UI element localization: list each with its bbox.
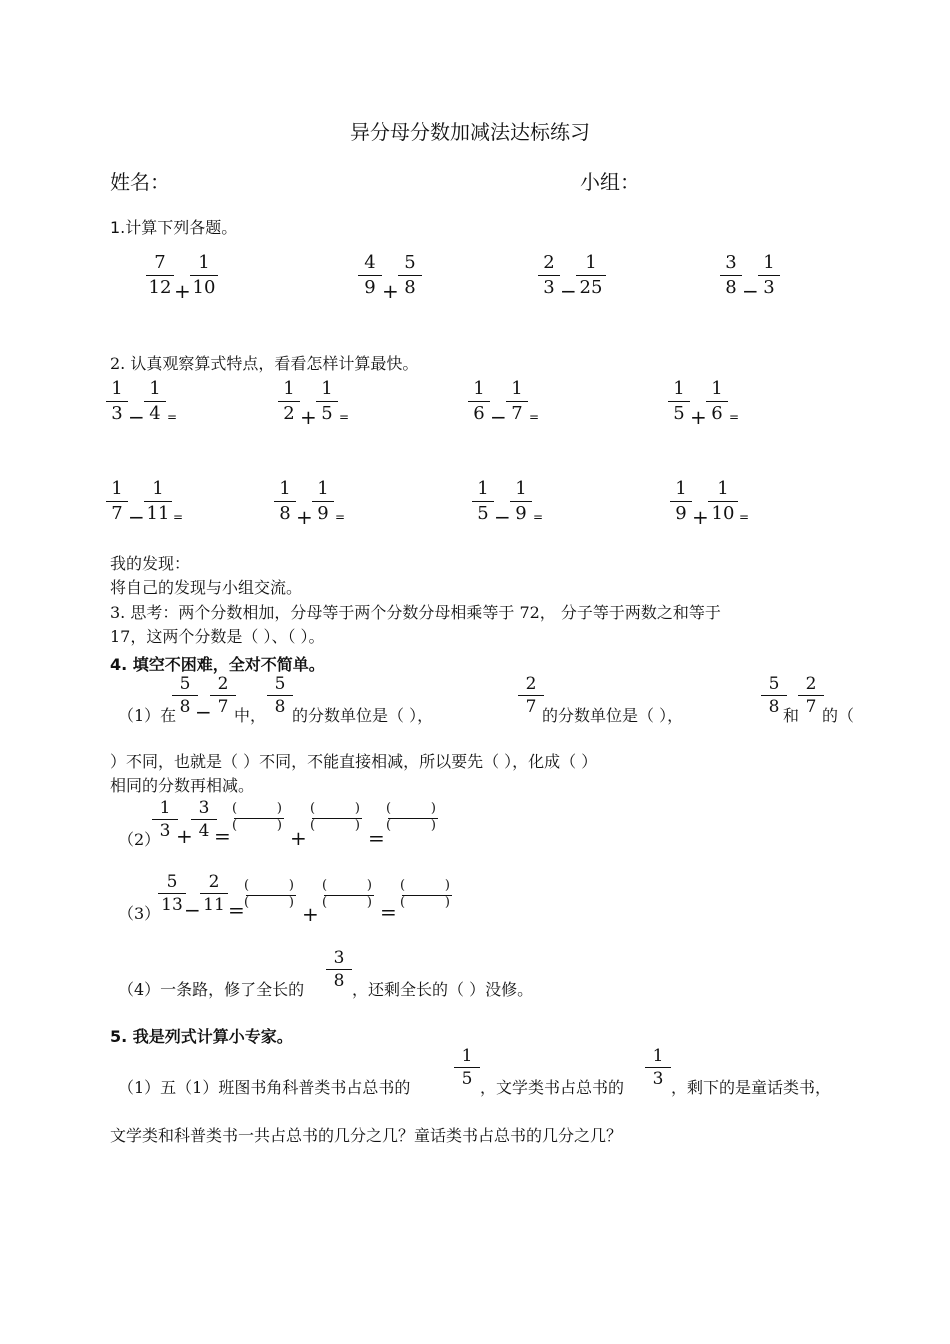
operator-sign: −: [128, 505, 145, 529]
name-label: 姓名：: [110, 170, 170, 194]
q4-p1-text-d: 的分数单位是（ ），: [542, 706, 684, 725]
operator-sign: +: [382, 279, 399, 303]
fraction: 1 5: [668, 378, 690, 425]
fraction: 1 9: [312, 478, 334, 525]
fraction: 1 10: [708, 478, 738, 525]
answer-blank[interactable]: ( ) ( ): [310, 801, 360, 833]
fraction: 1 8: [274, 478, 296, 525]
fraction: 1 9: [510, 478, 532, 525]
operator-sign: −: [128, 405, 145, 429]
q2-share: 将自己的发现与小组交流。: [110, 578, 303, 597]
equals-sign: =: [729, 410, 740, 424]
plus-sign: +: [290, 826, 307, 850]
fraction: 2 7: [210, 674, 236, 717]
operator-sign: −: [560, 279, 577, 303]
fraction: 1 9: [670, 478, 692, 525]
answer-blank[interactable]: ( ) ( ): [322, 878, 372, 910]
fraction: 1 11: [144, 478, 172, 525]
fraction: 1 3: [152, 798, 178, 841]
q2-discovery: 我的发现：: [110, 554, 191, 573]
fraction: 3 8: [720, 252, 742, 299]
fraction: 3 4: [191, 798, 217, 841]
fraction: 4 9: [358, 252, 382, 299]
q4-p1-text-c: 的分数单位是（ ），: [292, 706, 434, 725]
fraction: 2 7: [798, 674, 824, 717]
operator-sign: −: [494, 505, 511, 529]
operator-sign: −: [490, 405, 507, 429]
equals-sign: =: [335, 510, 346, 524]
fraction: 5 8: [267, 674, 293, 717]
q3-line-1: 3. 思考：两个分数相加，分母等于两个分数分母相乘等于 72， 分子等于两数之和等于: [110, 603, 721, 622]
q5-p1-line-2: 文学类和科普类书一共占总书的几分之几？童话类书占总书的几分之几？: [110, 1126, 623, 1145]
fraction: 1 4: [144, 378, 166, 425]
fraction: 2 7: [518, 674, 544, 717]
q4-p1-text-a: （1）在: [118, 706, 177, 725]
fraction: 5 8: [761, 674, 787, 717]
fraction: 1 5: [454, 1046, 480, 1089]
q4-p1-line-3: 相同的分数再相减。: [110, 776, 255, 795]
operator-sign: +: [296, 505, 313, 529]
q5-p1-text-a: （1）五（1）班图书角科普类书占总书的: [118, 1078, 411, 1097]
q4-p1-text-b: 中，: [234, 706, 267, 725]
fraction: 5 13: [158, 872, 186, 915]
minus-sign: −: [184, 898, 201, 922]
fraction: 5 8: [398, 252, 422, 299]
fraction: 1 6: [468, 378, 490, 425]
fraction: 1 7: [106, 478, 128, 525]
fraction: 7 12: [146, 252, 174, 299]
operator-sign: +: [174, 279, 191, 303]
q4-p1-line-2: ）不同，也就是（ ）不同，不能直接相减，所以要先（ ），化成（ ）: [110, 752, 598, 771]
operator-sign: +: [690, 405, 707, 429]
fraction: 1 3: [106, 378, 128, 425]
fraction: 1 10: [190, 252, 218, 299]
fraction: 2 3: [538, 252, 560, 299]
equals-sign: =: [529, 410, 540, 424]
equals-sign: =: [380, 900, 397, 924]
equals-sign: =: [739, 510, 750, 524]
q3-line-2: 17，这两个分数是（ ）、（ ）。: [110, 627, 325, 646]
equals-sign: =: [214, 824, 231, 848]
fraction: 1 6: [706, 378, 728, 425]
equals-sign: =: [167, 410, 178, 424]
answer-blank[interactable]: ( ) ( ): [400, 878, 450, 910]
equals-sign: =: [173, 510, 184, 524]
q4-p4-text-b: ，还剩全长的（ ）没修。: [352, 980, 534, 999]
fraction: 2 11: [200, 872, 228, 915]
answer-blank[interactable]: ( ) ( ): [232, 801, 282, 833]
q5-p1-text-b: ，文学类书占总书的: [480, 1078, 625, 1097]
minus-sign: −: [195, 700, 212, 724]
fraction: 1 3: [758, 252, 780, 299]
equals-sign: =: [368, 826, 385, 850]
operator-sign: +: [692, 505, 709, 529]
q4-p4-text-a: （4）一条路，修了全长的: [118, 980, 305, 999]
fraction: 1 5: [316, 378, 338, 425]
q4-p2-label: （2）: [118, 830, 161, 849]
operator-sign: −: [742, 279, 759, 303]
fraction: 1 2: [278, 378, 300, 425]
plus-sign: +: [176, 824, 193, 848]
fraction: 1 5: [472, 478, 494, 525]
page-title: 异分母分数加减法达标练习: [350, 120, 590, 144]
q2-label: 2. 认真观察算式特点，看看怎样计算最快。: [110, 354, 419, 373]
q4-p1-text-f: 的（: [822, 706, 855, 725]
equals-sign: =: [533, 510, 544, 524]
q4-p1-text-e: 和: [783, 706, 800, 725]
answer-blank[interactable]: ( ) ( ): [244, 878, 294, 910]
fraction: 3 8: [326, 948, 352, 991]
fraction: 1 3: [645, 1046, 671, 1089]
fraction: 1 25: [576, 252, 606, 299]
fraction: 1 7: [506, 378, 528, 425]
group-label: 小组：: [580, 170, 640, 194]
q4-label: 4. 填空不困难，全对不简单。: [110, 655, 325, 674]
operator-sign: +: [300, 405, 317, 429]
equals-sign: =: [339, 410, 350, 424]
q4-p3-label: （3）: [118, 904, 161, 923]
answer-blank[interactable]: ( ) ( ): [386, 801, 436, 833]
plus-sign: +: [302, 902, 319, 926]
equals-sign: =: [228, 898, 245, 922]
q5-label: 5. 我是列式计算小专家。: [110, 1027, 293, 1046]
q5-p1-text-c: ，剩下的是童话类书，: [671, 1078, 832, 1097]
q1-label: 1.计算下列各题。: [110, 218, 238, 237]
fraction: 5 8: [172, 674, 198, 717]
